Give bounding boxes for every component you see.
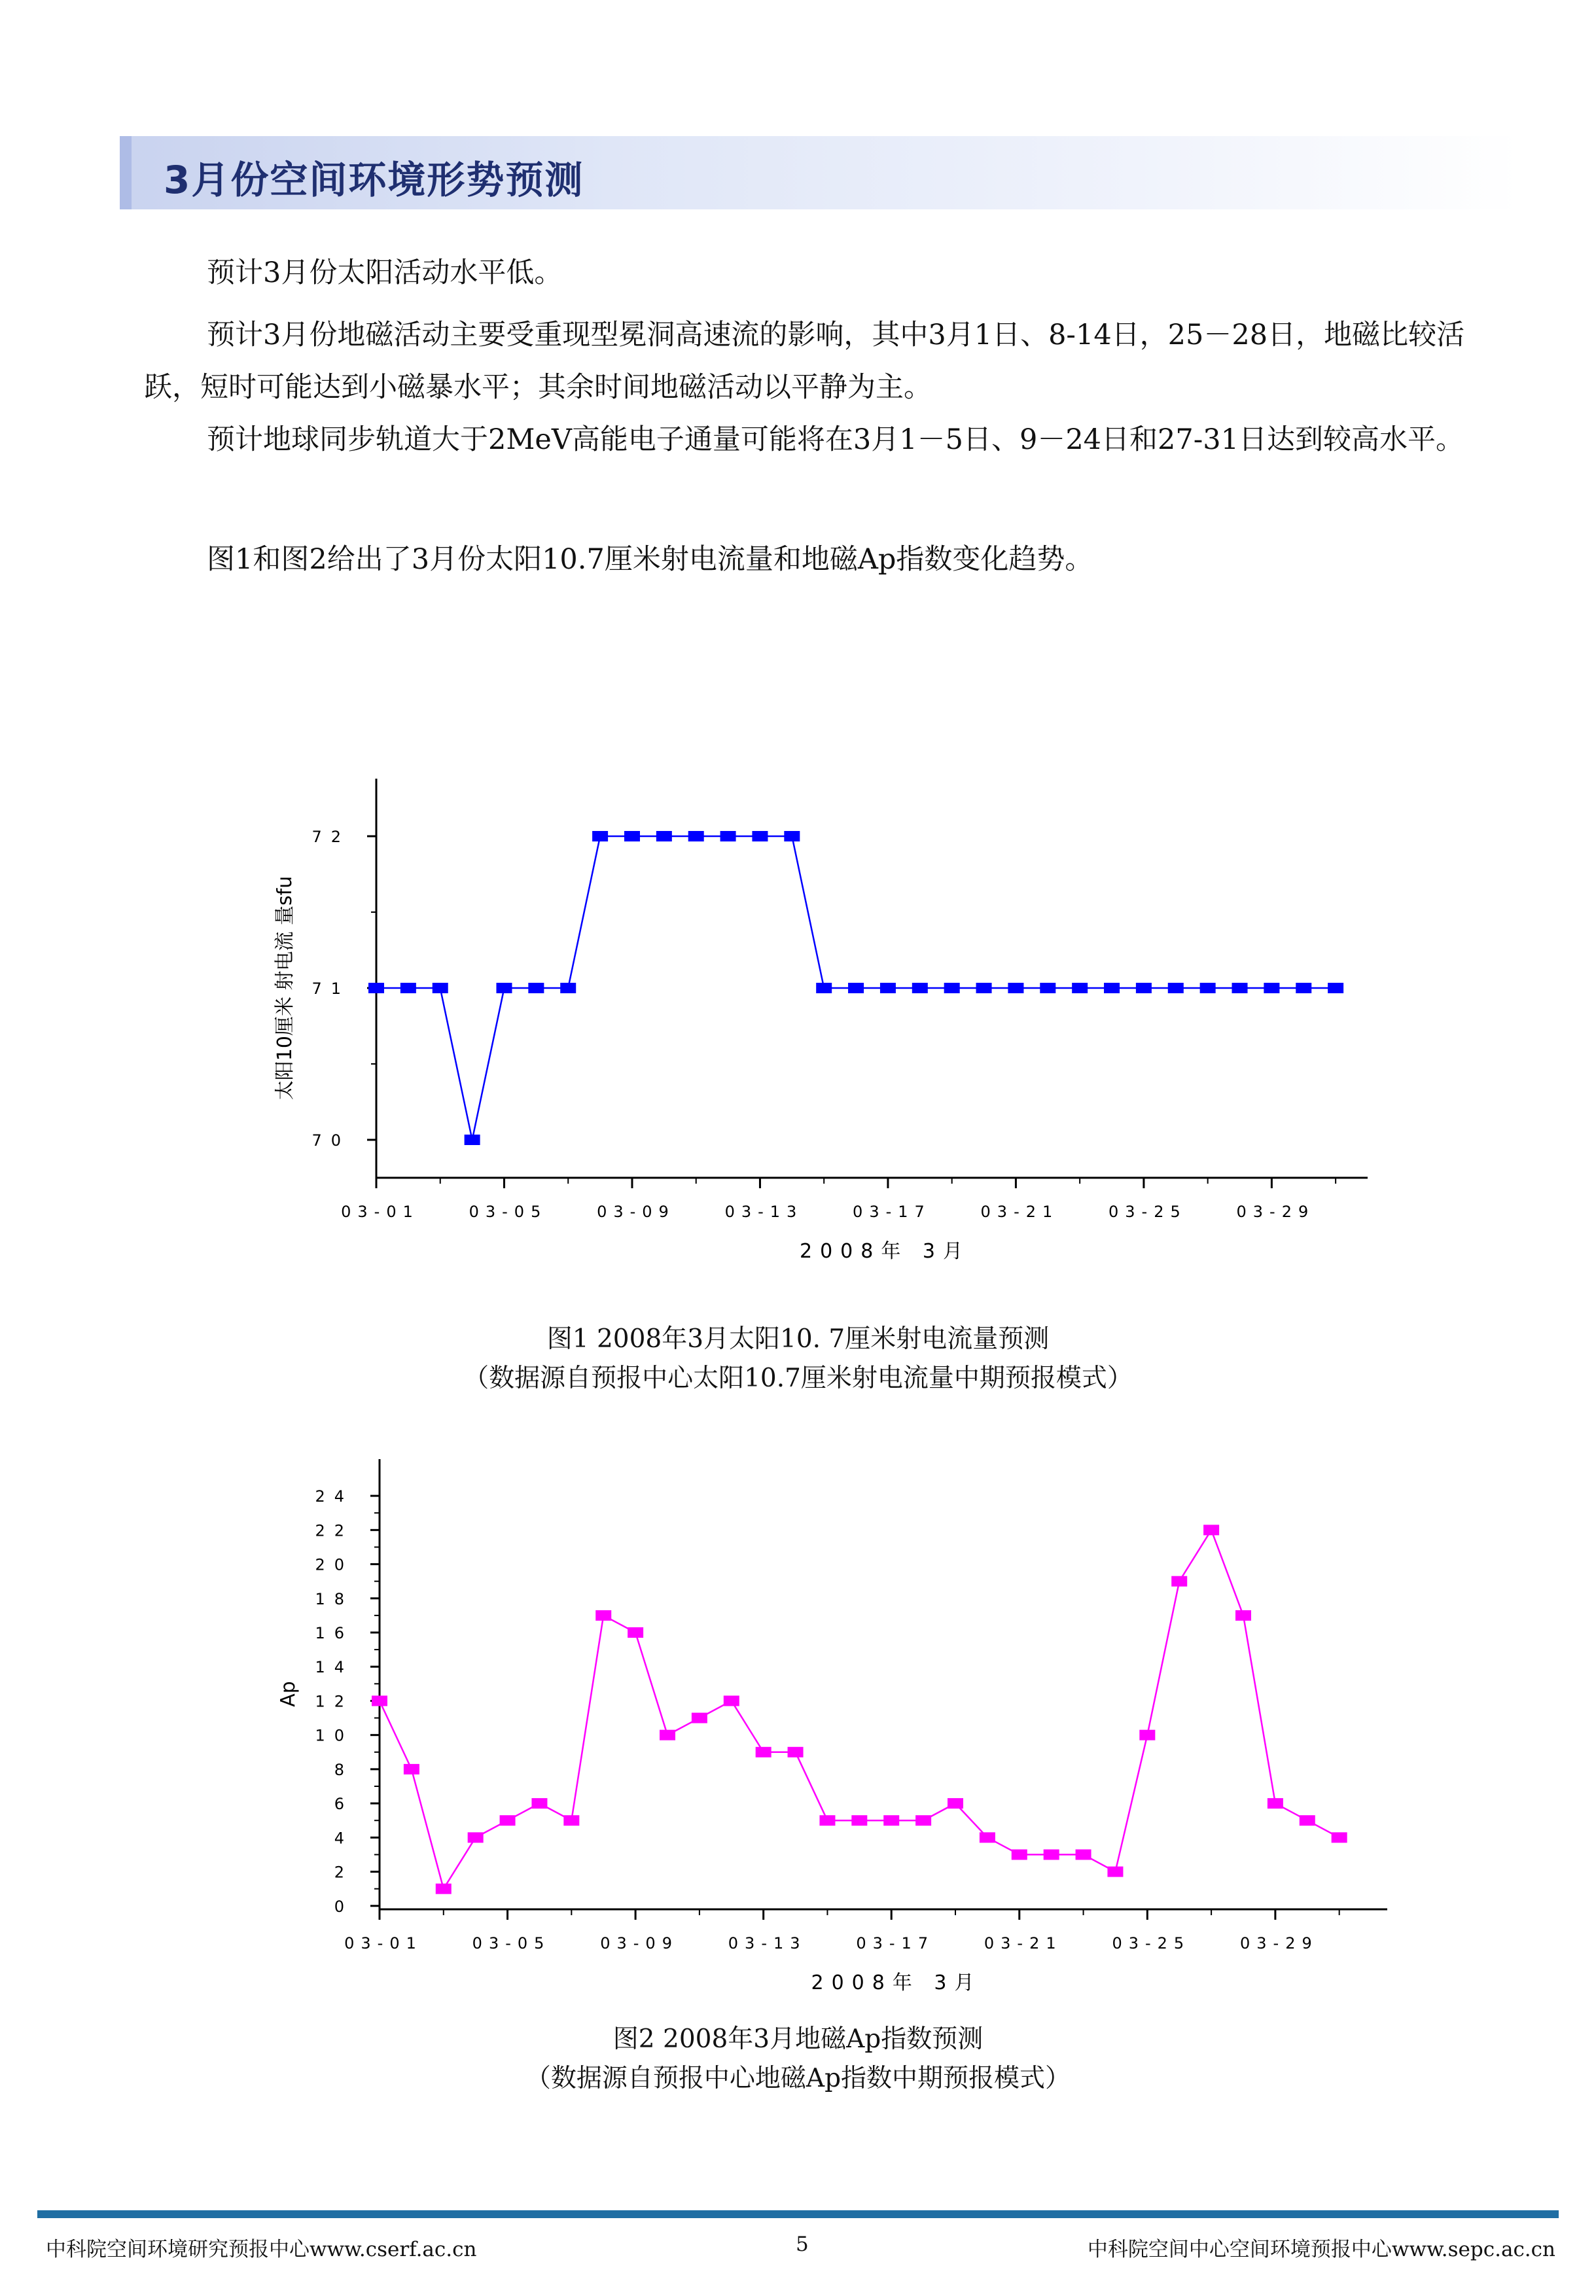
x-tick-label: 03-01 [344, 1934, 423, 1952]
figure2-source: （数据源自预报中心地磁Ap指数中期预报模式） [525, 2064, 1071, 2093]
y-tick-label: 72 [311, 828, 350, 846]
data-point [980, 1832, 995, 1843]
data-point [496, 983, 512, 993]
data-point [368, 983, 384, 993]
data-point [468, 1832, 484, 1843]
y-tick-label: 22 [315, 1521, 353, 1540]
x-tick-label: 03-29 [1240, 1934, 1319, 1952]
data-point [1200, 983, 1216, 993]
data-point [1139, 1730, 1155, 1740]
paragraph-solar: 预计3月份太阳活动水平低。 [207, 256, 563, 289]
data-point [1040, 983, 1055, 993]
data-point [848, 983, 864, 993]
data-point [1107, 1867, 1123, 1877]
data-point [1268, 1798, 1283, 1809]
data-point [560, 983, 576, 993]
data-point [880, 983, 896, 993]
data-point [1012, 1849, 1027, 1860]
data-point [531, 1798, 547, 1809]
paragraph-figures: 图1和图2给出了3月份太阳10.7厘米射电流量和地磁Ap指数变化趋势。 [207, 543, 1093, 576]
data-point [944, 983, 960, 993]
data-point [563, 1815, 579, 1826]
y-axis-title: 太阳10厘米 射电流 量sfu [274, 875, 296, 1101]
paragraph-electron: 预计地球同步轨道大于2MeV高能电子通量可能将在3月1－5日、9－24日和27-31日达到较高水平。 [207, 423, 1464, 456]
y-tick-label: 71 [311, 980, 350, 998]
data-point [404, 1764, 419, 1775]
figure2-caption: 图2 2008年3月地磁Ap指数预测 [612, 2024, 984, 2054]
data-point [788, 1747, 804, 1757]
data-point [720, 831, 736, 841]
data-point [724, 1695, 739, 1706]
data-point [1044, 1849, 1059, 1860]
data-point [1072, 983, 1088, 993]
y-tick-label: 0 [334, 1897, 353, 1916]
data-point [624, 831, 640, 841]
figure1-caption: 图1 2008年3月太阳10. 7厘米射电流量预测 [546, 1324, 1050, 1354]
footer-right-text: 中科院空间中心空间环境预报中心www.sepc.ac.cn [1087, 2238, 1555, 2261]
data-point [1171, 1576, 1187, 1587]
data-point [915, 1815, 931, 1826]
x-tick-label: 03-25 [1112, 1934, 1191, 1952]
data-point [595, 1610, 611, 1621]
data-point [592, 831, 608, 841]
y-tick-label: 18 [315, 1589, 353, 1608]
data-point [1232, 983, 1248, 993]
x-tick-label: 03-21 [984, 1934, 1063, 1952]
y-tick-label: 16 [315, 1624, 353, 1642]
x-axis-title: 2008年 3月 [811, 1971, 982, 1994]
data-point [1168, 983, 1184, 993]
figure1-source: （数据源自预报中心太阳10.7厘米射电流量中期预报模式） [463, 1364, 1133, 1393]
footer-bar [37, 2210, 1559, 2218]
section-title: 3月份空间环境形势预测 [164, 158, 584, 202]
title-accent [120, 136, 132, 209]
y-tick-label: 14 [315, 1658, 353, 1677]
data-point [465, 1135, 480, 1145]
x-tick-label: 03-13 [724, 1203, 804, 1221]
y-tick-label: 4 [334, 1829, 353, 1848]
data-point [628, 1627, 643, 1638]
data-point [1136, 983, 1152, 993]
x-tick-label: 03-01 [341, 1203, 419, 1221]
data-point [948, 1798, 963, 1809]
data-point [756, 1747, 771, 1757]
y-tick-label: 70 [311, 1131, 350, 1150]
data-point [851, 1815, 867, 1826]
data-point [1104, 983, 1120, 993]
data-point [372, 1695, 387, 1706]
x-tick-label: 03-09 [597, 1203, 675, 1221]
data-point [816, 983, 832, 993]
data-point [752, 831, 768, 841]
data-point [912, 983, 928, 993]
data-point [1235, 1610, 1251, 1621]
y-tick-label: 20 [315, 1555, 353, 1574]
y-axis-title: Ap [277, 1681, 300, 1707]
data-point [692, 1713, 707, 1723]
data-point [976, 983, 992, 993]
page-number: 5 [796, 2233, 809, 2256]
data-point [1332, 1832, 1347, 1843]
data-point [433, 983, 448, 993]
footer-left-text: 中科院空间环境研究预报中心www.cserf.ac.cn [46, 2238, 477, 2261]
f107-chart [0, 772, 1596, 1296]
paragraph-geomagnetic: 预计3月份地磁活动主要受重现型冕洞高速流的影响，其中3月1日、8-14日，25－28日，地磁比较活跃，短时可能达到小磁暴水平；其余时间地磁活动以平静为主。 [144, 319, 1465, 404]
data-point [883, 1815, 899, 1826]
data-point [1296, 983, 1311, 993]
data-point [400, 983, 416, 993]
data-point [656, 831, 672, 841]
x-tick-label: 03-13 [728, 1934, 807, 1952]
data-point [660, 1730, 675, 1740]
y-tick-label: 10 [315, 1726, 353, 1745]
ap-chart [0, 1459, 1596, 1996]
data-point [1264, 983, 1279, 993]
data-point [1076, 1849, 1091, 1860]
data-point [528, 983, 544, 993]
data-point [1300, 1815, 1315, 1826]
x-tick-label: 03-17 [853, 1203, 931, 1221]
data-point [500, 1815, 516, 1826]
y-tick-label: 6 [334, 1795, 353, 1814]
x-tick-label: 03-25 [1108, 1203, 1187, 1221]
data-point [688, 831, 704, 841]
x-axis-title: 2008年 3月 [800, 1240, 970, 1263]
y-tick-label: 12 [315, 1692, 353, 1711]
data-point [819, 1815, 835, 1826]
x-tick-label: 03-09 [600, 1934, 679, 1952]
x-tick-label: 03-29 [1236, 1203, 1315, 1221]
data-point [784, 831, 800, 841]
x-tick-label: 03-17 [856, 1934, 935, 1952]
data-point [436, 1884, 452, 1894]
x-tick-label: 03-05 [472, 1934, 551, 1952]
y-tick-label: 8 [334, 1760, 353, 1779]
data-point [1328, 983, 1343, 993]
y-tick-label: 24 [315, 1487, 353, 1506]
series-line [380, 1530, 1339, 1888]
data-point [1008, 983, 1023, 993]
x-tick-label: 03-21 [980, 1203, 1059, 1221]
y-tick-label: 2 [334, 1863, 353, 1882]
data-point [1203, 1525, 1219, 1535]
x-tick-label: 03-05 [469, 1203, 548, 1221]
